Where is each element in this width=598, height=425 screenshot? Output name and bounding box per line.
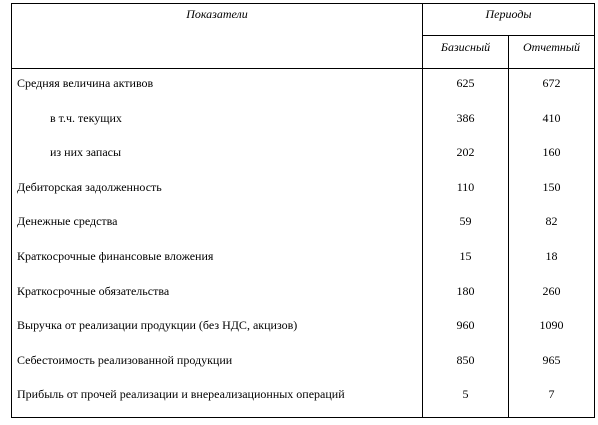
table-row — [12, 104, 595, 139]
base-value: 180 — [456, 283, 475, 298]
row-label-cell — [12, 173, 423, 208]
row-label: Прибыль от прочей реализации и внереализационных операций — [17, 387, 345, 402]
base-value: 960 — [456, 318, 475, 333]
reporting-value-cell — [509, 173, 595, 208]
reporting-value-cell — [509, 346, 595, 381]
reporting-value: 160 — [542, 145, 561, 160]
base-value: 59 — [459, 214, 472, 229]
reporting-value-cell — [509, 311, 595, 346]
row-label-cell — [12, 69, 423, 104]
table-body — [12, 69, 595, 418]
table-header — [12, 4, 595, 69]
base-value-cell — [423, 311, 509, 346]
row-label: Краткосрочные обязательства — [17, 283, 170, 298]
reporting-value: 18 — [545, 248, 558, 263]
row-label-cell — [12, 311, 423, 346]
table-row — [12, 311, 595, 346]
reporting-value: 260 — [542, 283, 561, 298]
reporting-value: 82 — [545, 214, 558, 229]
reporting-value-cell — [509, 69, 595, 104]
header-base-label: Базисный — [440, 40, 491, 54]
reporting-value: 1090 — [539, 318, 564, 333]
header-indicators — [12, 4, 423, 69]
table-row — [12, 207, 595, 242]
row-label-cell — [12, 380, 423, 418]
row-label-cell — [12, 277, 423, 312]
indicators-table — [11, 3, 595, 418]
base-value-cell — [423, 173, 509, 208]
table-row — [12, 346, 595, 381]
header-reporting — [509, 36, 595, 69]
header-indicators-label: Показатели — [186, 7, 248, 21]
reporting-value: 7 — [548, 387, 555, 402]
base-value: 202 — [456, 145, 475, 160]
base-value: 5 — [462, 387, 469, 402]
base-value-cell — [423, 104, 509, 139]
reporting-value-cell — [509, 277, 595, 312]
table-row — [12, 380, 595, 418]
reporting-value-cell — [509, 138, 595, 173]
base-value-cell — [423, 346, 509, 381]
header-reporting-label: Отчетный — [523, 40, 580, 54]
reporting-value-cell — [509, 242, 595, 277]
base-value: 625 — [456, 76, 475, 90]
reporting-value: 150 — [542, 179, 561, 194]
base-value-cell — [423, 242, 509, 277]
table-row — [12, 277, 595, 312]
base-value-cell — [423, 277, 509, 312]
base-value: 386 — [456, 110, 475, 125]
row-label-cell — [12, 207, 423, 242]
reporting-value-cell — [509, 380, 595, 418]
row-label: из них запасы — [50, 145, 122, 160]
base-value: 110 — [456, 179, 475, 194]
reporting-value: 672 — [542, 76, 561, 90]
table-row — [12, 69, 595, 104]
row-label-cell — [12, 242, 423, 277]
row-label: Денежные средства — [17, 214, 118, 229]
base-value-cell — [423, 69, 509, 104]
header-periods — [423, 4, 595, 36]
row-label: Краткосрочные финансовые вложения — [17, 248, 214, 263]
table-row — [12, 138, 595, 173]
reporting-value-cell — [509, 207, 595, 242]
base-value-cell — [423, 138, 509, 173]
row-label-cell — [12, 138, 423, 173]
table-row — [12, 173, 595, 208]
header-periods-label: Периоды — [485, 7, 532, 21]
reporting-value: 965 — [542, 352, 561, 367]
row-label: Себестоимость реализованной продукции — [17, 352, 233, 367]
header-base — [423, 36, 509, 69]
base-value-cell — [423, 380, 509, 418]
base-value: 15 — [459, 248, 472, 263]
base-value-cell — [423, 207, 509, 242]
row-label: в т.ч. текущих — [50, 110, 122, 125]
reporting-value: 410 — [542, 110, 561, 125]
row-label-cell — [12, 346, 423, 381]
reporting-value-cell — [509, 104, 595, 139]
row-label: Дебиторская задолженность — [17, 179, 162, 194]
table-row — [12, 242, 595, 277]
row-label: Средняя величина активов — [17, 76, 154, 90]
base-value: 850 — [456, 352, 475, 367]
row-label-cell — [12, 104, 423, 139]
row-label: Выручка от реализации продукции (без НДС, акцизов) — [17, 318, 298, 333]
